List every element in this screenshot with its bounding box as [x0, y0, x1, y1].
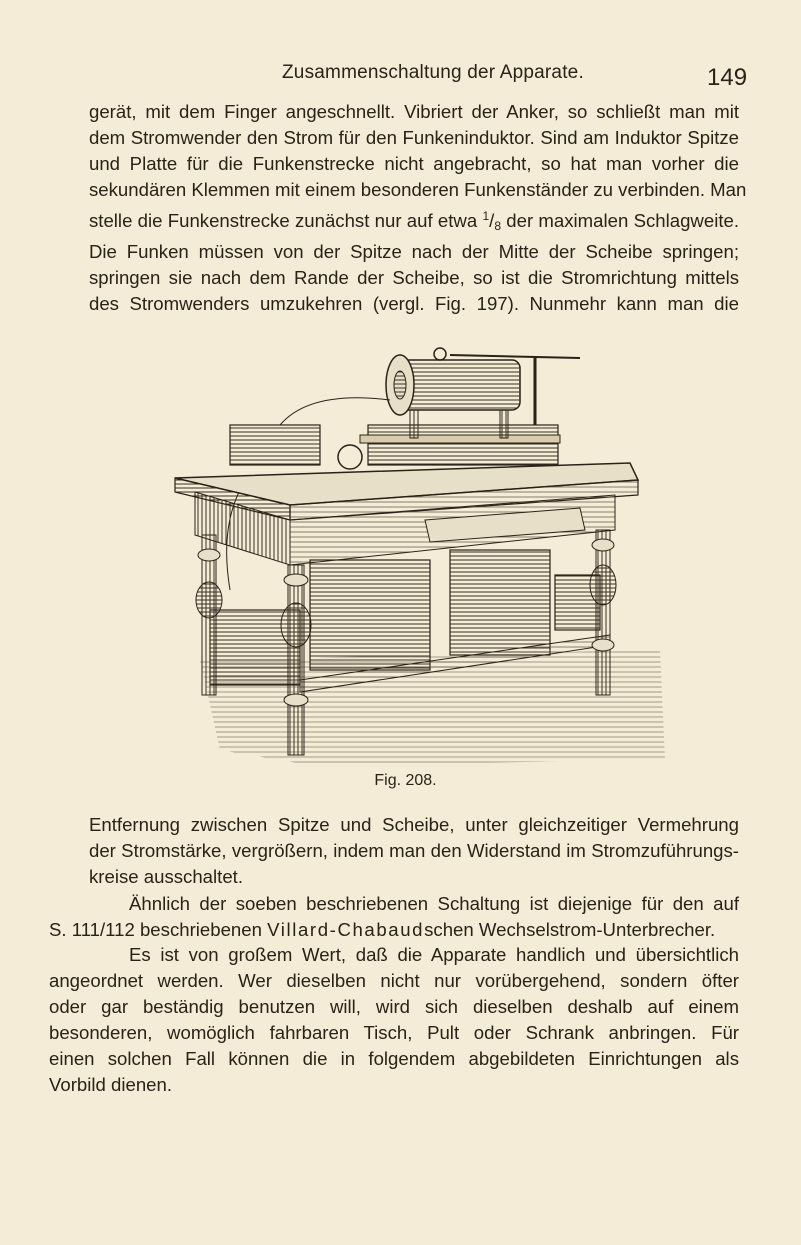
paragraph-4 [49, 942, 739, 1098]
interrupter-apparatus [230, 425, 320, 465]
text-line: der Stromstärke, vergrößern, indem man den Widerstand im Stromzuführungs- [89, 840, 739, 861]
text-line: Vorbild dienen. [49, 1074, 173, 1095]
commutator-wheel [338, 445, 362, 469]
text-line: Es ist von großem Wert, daß die Apparate handlich und übersichtlich [129, 944, 739, 965]
paragraph-2 [89, 812, 739, 890]
text-line: dem Stromwender den Strom für den Funkeninduktor. Sind am Induktor Spitze [89, 127, 739, 148]
text-line: sekundären Klemmen mit einem besonderen Funkenständer zu verbinden. Man [89, 179, 747, 200]
text-line [49, 917, 739, 943]
text-fragment: der maximalen Schlagweite. [501, 210, 739, 231]
paragraph-1 [89, 99, 747, 317]
engraving-illustration [160, 330, 680, 770]
coil-support [410, 410, 418, 438]
text-line: besonderen, womöglich fahrbaren Tisch, Pult oder Schrank anbringen. Für [49, 1022, 739, 1043]
text-line: angeordnet werden. Wer dieselben nicht nur vorübergehend, sondern öfter [49, 970, 739, 991]
text-line: kreise ausschaltet. [89, 866, 243, 887]
fraction-numerator: 1 [482, 209, 490, 223]
fraction-denominator: 8 [494, 219, 501, 233]
text-line: oder gar beständig benutzen will, wird sich dieselben deshalb auf einem [49, 996, 739, 1017]
wire [280, 398, 390, 425]
text-line: gerät, mit dem Finger angeschnellt. Vibriert der Anker, so schließt man mit [89, 101, 739, 122]
spark-rod [450, 355, 580, 358]
accumulator-box [310, 560, 430, 670]
text-line: des Stromwenders umzukehren (vergl. Fig. 197). Nunmehr kann man die [89, 293, 739, 314]
coil-core [394, 371, 406, 399]
coil-base-top [360, 435, 560, 443]
text-line: und Platte für die Funkenstrecke nicht angebracht, so hat man vorher die [89, 153, 739, 174]
coil-cylinder [400, 360, 520, 410]
text-line-fraction: stelle die Funkenstrecke zunächst nur auf etwa $^1/_8$ der maximalen Schlagweite. [89, 209, 739, 233]
coil-support [500, 410, 508, 438]
text-line: Die Funken müssen von der Spitze nach der Mitte der Scheibe springen; [89, 241, 739, 262]
text-fragment: stelle die Funkenstrecke zunächst nur auf etwa [89, 210, 483, 231]
paragraph-3 [49, 891, 739, 943]
figure-caption: Fig. 208. [374, 772, 437, 789]
text-fragment: schen Wechselstrom-Unterbrecher. [424, 919, 716, 940]
text-line: einen solchen Fall können die in folgendem abgebildeten Einrichtungen als [49, 1048, 739, 1069]
text-line: Entfernung zwischen Spitze und Scheibe, unter gleichzeitiger Vermehrung [89, 814, 739, 835]
text-line: springen sie nach dem Rande der Scheibe, so ist die Stromrichtung mittels [89, 267, 739, 288]
figure-induction-apparatus-table [160, 330, 680, 770]
spark-knob [434, 348, 446, 360]
page-header [0, 62, 801, 92]
coil-base [368, 425, 558, 465]
page-number: 149 [707, 64, 748, 91]
running-head: Zusammenschaltung der Apparate. [282, 62, 584, 83]
text-fragment: S. 111/112 beschriebenen [49, 919, 268, 940]
accumulator-box [450, 550, 550, 655]
text-line: Ähnlich der soeben beschriebenen Schaltung ist diejenige für den auf [129, 893, 739, 914]
spaced-name: Villard-Chabaud [267, 919, 425, 940]
